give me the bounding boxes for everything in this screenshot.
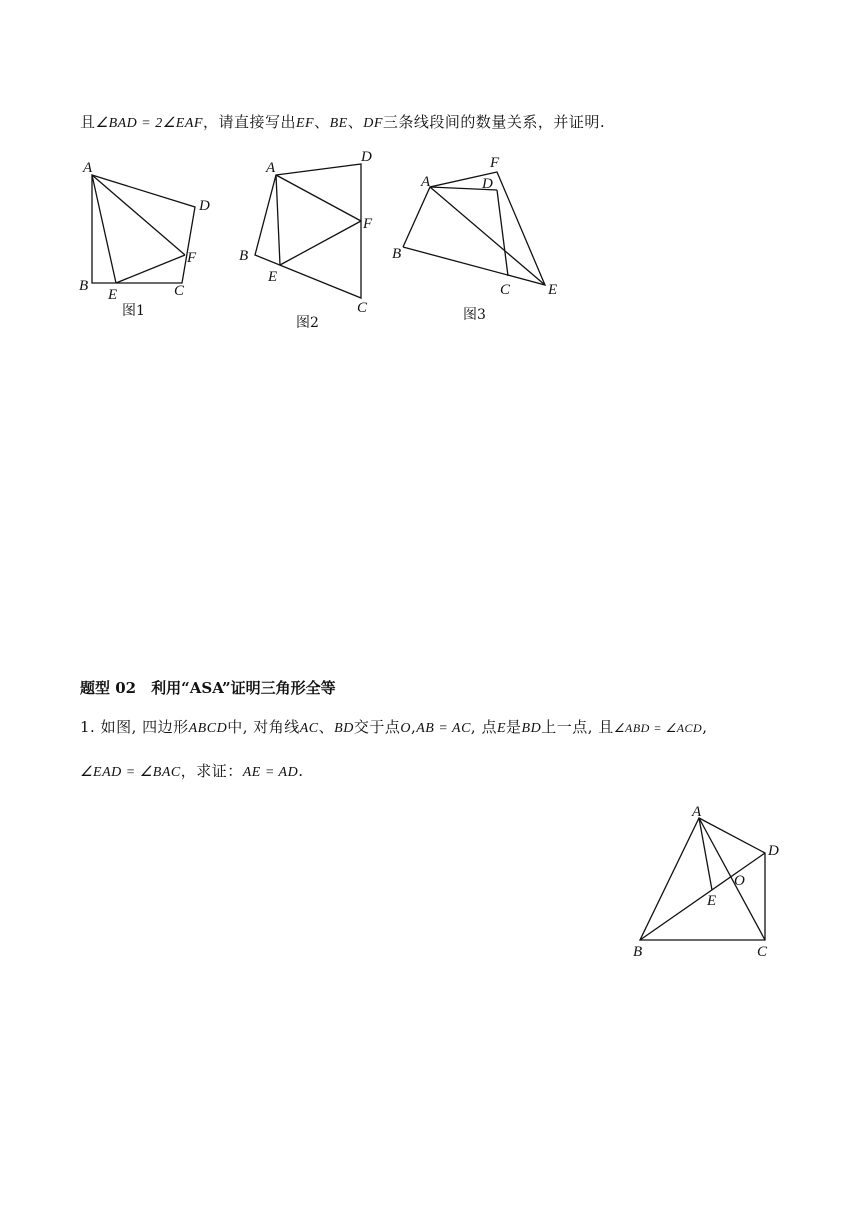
fig3-label-a: A xyxy=(421,174,431,190)
fig2-label-f: F xyxy=(363,216,373,232)
math-angle-ead-bac: ∠EAD = ∠BAC xyxy=(80,765,181,780)
fig4-diagonal-bd xyxy=(640,853,765,940)
fig4-label-b: B xyxy=(633,944,643,960)
intro-text: 三条线段间的数量关系，并证明. xyxy=(382,113,606,131)
problem-text: 是 xyxy=(506,718,522,736)
fig4-label-o: O xyxy=(734,873,745,889)
math-angle-relation: ∠BAD = 2∠EAF xyxy=(95,116,203,131)
problem-text: , xyxy=(702,718,708,736)
math-o: O xyxy=(400,721,411,736)
fig4-label-d: D xyxy=(768,843,779,859)
intro-text: 且 xyxy=(80,113,96,131)
intro-text: ，请直接写出 xyxy=(202,113,296,131)
fig4-label-e: E xyxy=(707,893,717,909)
problem-text: 上一点, 且 xyxy=(541,718,614,736)
fig2-label-a: A xyxy=(266,160,276,176)
intro-text: 、 xyxy=(314,113,330,131)
fig3-label-c: C xyxy=(500,282,511,298)
math-abcd: ABCD xyxy=(188,721,228,736)
math-e: E xyxy=(496,721,507,736)
fig3-label-e: E xyxy=(548,282,558,298)
problem-text: , xyxy=(410,718,417,736)
fig3-label-f: F xyxy=(490,155,500,171)
fig4-label-a: A xyxy=(692,804,702,820)
math-bd: BD xyxy=(521,721,542,736)
problem-text: 交于点 xyxy=(353,718,401,736)
problem-text: . xyxy=(298,762,304,780)
section-heading: 题型 02 利用“ASA”证明三角形全等 xyxy=(80,679,336,697)
math-angle-abd-acd: ∠ABD = ∠ACD xyxy=(613,721,703,735)
problem-text: 1. 如图, 四边形 xyxy=(80,718,189,736)
math-ae-eq-ad: AE = AD xyxy=(242,765,299,780)
fig2-label-e: E xyxy=(268,269,278,285)
problem-text: 、 xyxy=(318,718,335,736)
intro-text: 、 xyxy=(347,113,364,131)
fig3-label-d: D xyxy=(482,176,493,192)
math-bd: BD xyxy=(334,721,354,736)
problem-text: , 点 xyxy=(470,718,497,736)
fig4-label-c: C xyxy=(757,944,768,960)
fig1-label-f: F xyxy=(187,250,197,266)
math-segment-ef: EF xyxy=(295,116,315,131)
fig2-label-d: D xyxy=(361,149,372,165)
math-ac: AC xyxy=(299,721,319,736)
fig3-label-b: B xyxy=(392,246,402,262)
fig1-label-e: E xyxy=(108,287,118,303)
fig1-label-a: A xyxy=(83,160,93,176)
math-segment-df: DF xyxy=(363,116,383,131)
fig2-label-b: B xyxy=(239,248,249,264)
fig1-label-b: B xyxy=(79,278,89,294)
fig2-caption: 图2 xyxy=(296,315,319,331)
math-segment-be: BE xyxy=(329,116,348,131)
fig4-diagonal-ac xyxy=(699,818,765,940)
fig1-caption: 图1 xyxy=(122,303,145,319)
math-ab-eq-ac: AB = AC xyxy=(416,721,471,736)
fig2-label-c: C xyxy=(357,300,368,316)
fig1-label-c: C xyxy=(174,283,185,299)
fig1-label-d: D xyxy=(199,198,210,214)
fig3-caption: 图3 xyxy=(463,307,486,323)
problem-text: 中, 对角线 xyxy=(227,718,300,736)
problem-text: ，求证： xyxy=(180,762,243,780)
